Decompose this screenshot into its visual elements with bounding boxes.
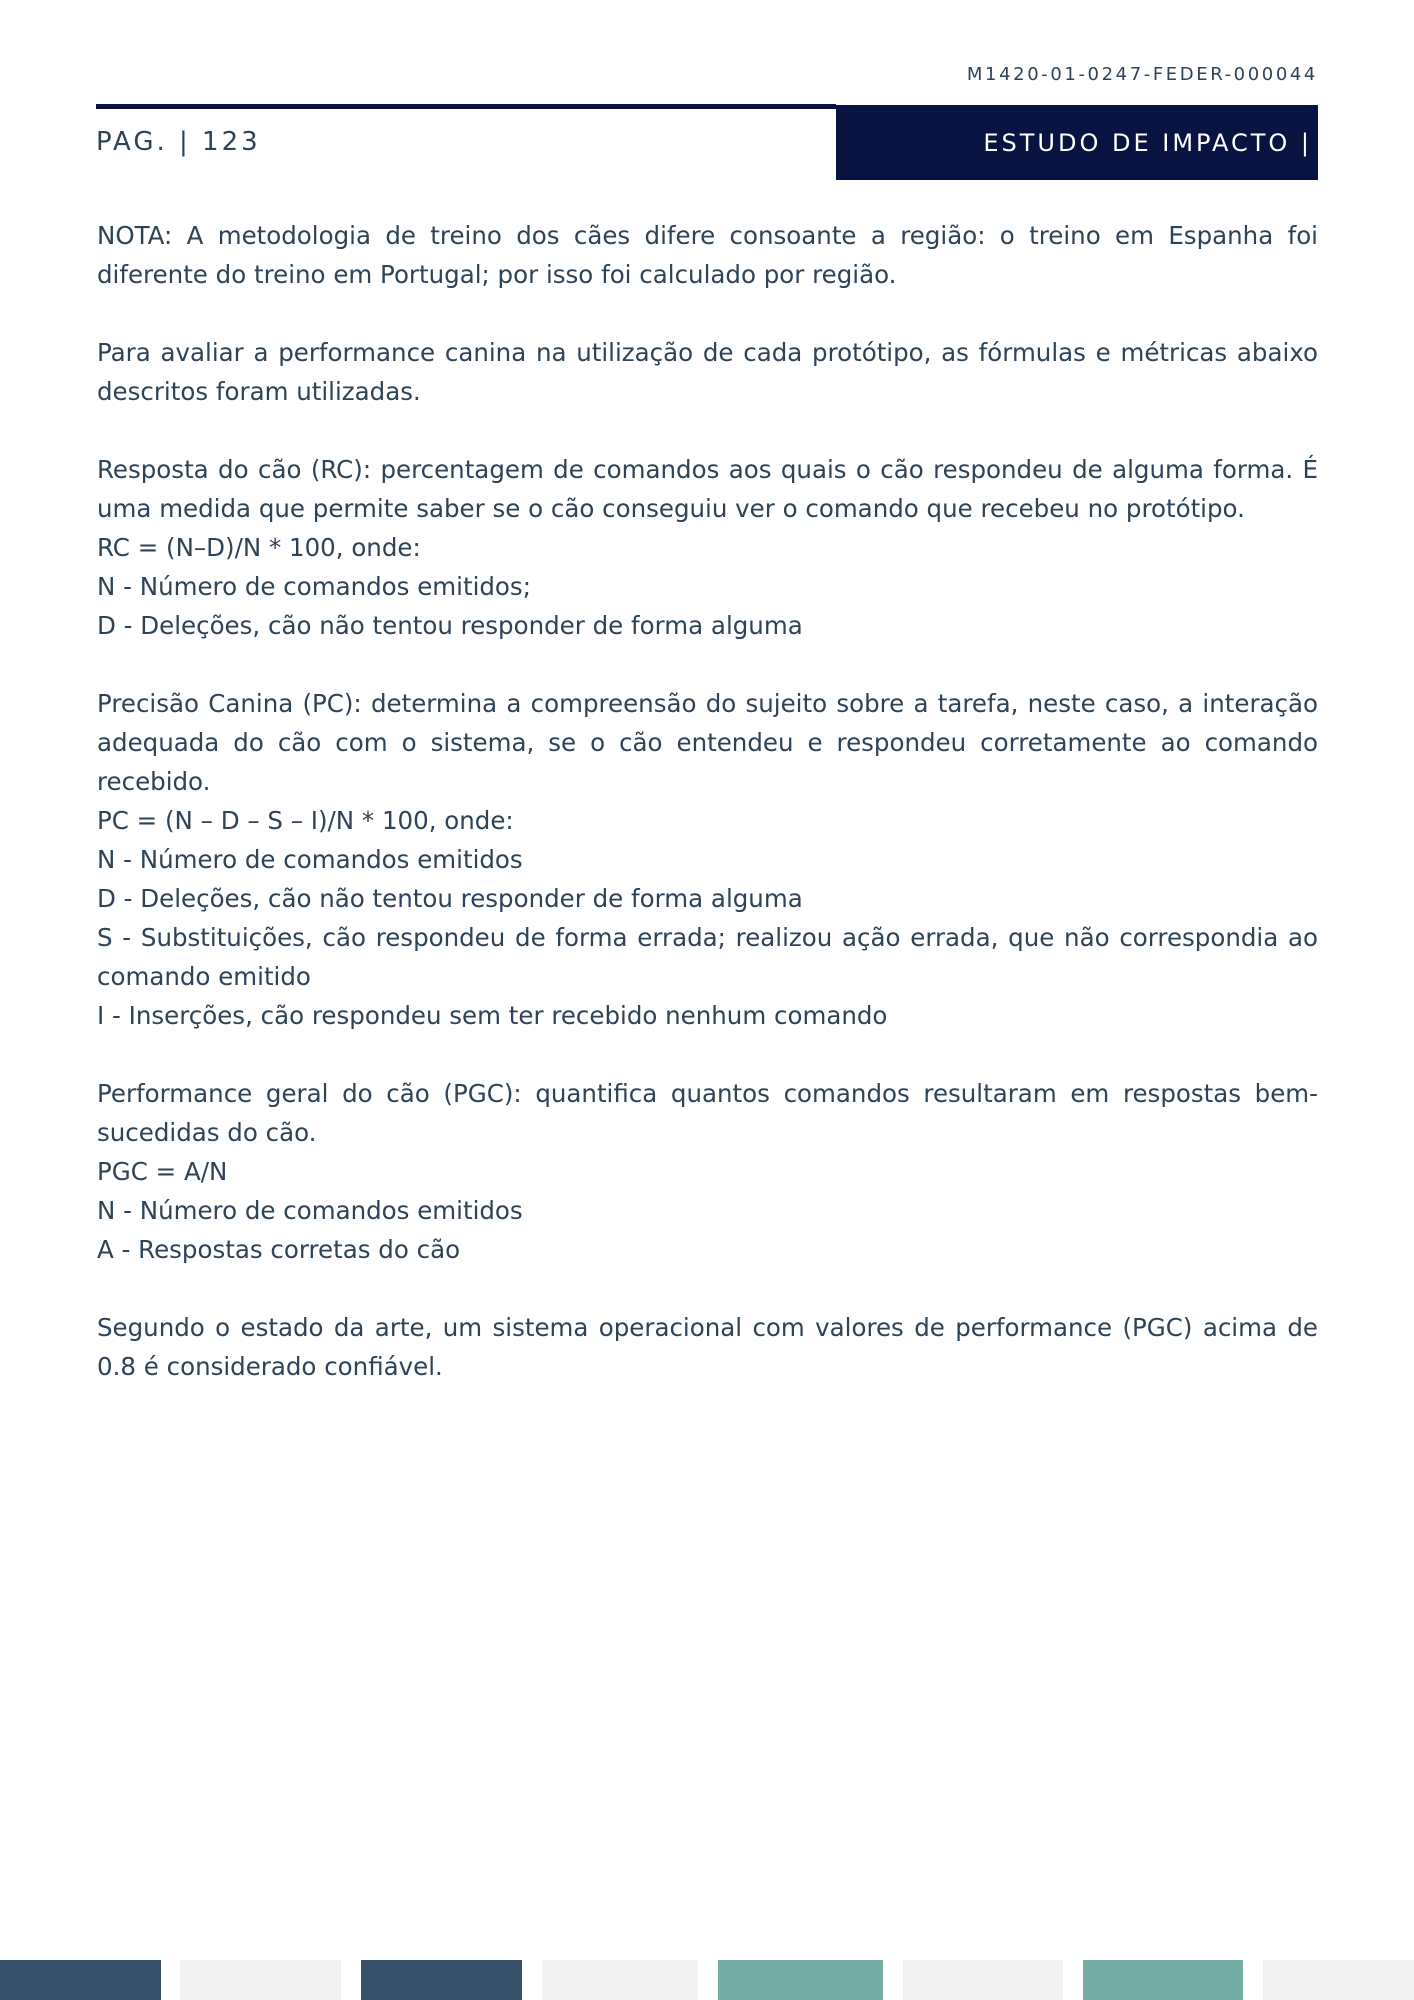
page-number: PAG. | 123 <box>96 127 261 157</box>
project-code: M1420-01-0247-FEDER-000044 <box>966 64 1318 85</box>
section-title: ESTUDO DE IMPACTO | <box>983 128 1312 157</box>
pgc-definition: Performance geral do cão (PGC): quantifica quantos comandos resultaram em respostas bem-sucedidas do cão. <box>97 1079 1318 1147</box>
footer-block-teal-1 <box>718 1960 883 2000</box>
footer-block-slate-2 <box>361 1960 522 2000</box>
header-rule <box>96 104 836 109</box>
rc-variable-n: N - Número de comandos emitidos; <box>97 572 531 601</box>
footer-block-gray-2 <box>542 1960 698 2000</box>
pc-variable-i: I - Inserções, cão respondeu sem ter recebido nenhum comando <box>97 1001 888 1030</box>
note-text: NOTA: A metodologia de treino dos cães difere consoante a região: o treino em Espanha foi diferente do treino em Portugal; por isso foi calculado por região. <box>97 221 1318 289</box>
intro-text: Para avaliar a performance canina na utilização de cada protótipo, as fórmulas e métricas abaixo descritos foram utilizadas. <box>97 338 1318 406</box>
section-title-box <box>836 105 1318 180</box>
pgc-variable-n: N - Número de comandos emitidos <box>97 1196 523 1225</box>
pc-variable-s: S - Substituições, cão respondeu de forma errada; realizou ação errada, que não correspondia ao comando emitido <box>97 923 1318 991</box>
conclusion-text: Segundo o estado da arte, um sistema operacional com valores de performance (PGC) acima de 0.8 é considerado confiável. <box>97 1313 1318 1381</box>
rc-section <box>97 450 1318 645</box>
intro-paragraph <box>97 333 1318 411</box>
conclusion-paragraph <box>97 1308 1318 1386</box>
pgc-section <box>97 1074 1318 1269</box>
rc-formula: RC = (N–D)/N * 100, onde: <box>97 533 421 562</box>
footer-block-teal-2 <box>1083 1960 1243 2000</box>
pc-formula: PC = (N – D – S – I)/N * 100, onde: <box>97 806 514 835</box>
footer-block-gray-1 <box>180 1960 341 2000</box>
pc-definition: Precisão Canina (PC): determina a compreensão do sujeito sobre a tarefa, neste caso, a interação adequada do cão com o sistema, se o cão entendeu e respondeu corretamente ao comando recebido. <box>97 689 1318 796</box>
pc-variable-n: N - Número de comandos emitidos <box>97 845 523 874</box>
pc-section <box>97 684 1318 1035</box>
rc-definition: Resposta do cão (RC): percentagem de comandos aos quais o cão respondeu de alguma forma. É uma medida que permite saber se o cão conseguiu ver o comando que recebeu no protótipo. <box>97 455 1318 523</box>
footer-block-slate-1 <box>0 1960 161 2000</box>
page-content <box>97 216 1318 1425</box>
pgc-formula: PGC = A/N <box>97 1157 228 1186</box>
footer-block-gray-4 <box>1263 1960 1414 2000</box>
pc-variable-d: D - Deleções, cão não tentou responder de forma alguma <box>97 884 803 913</box>
rc-variable-d: D - Deleções, cão não tentou responder de forma alguma <box>97 611 803 640</box>
pgc-variable-a: A - Respostas corretas do cão <box>97 1235 461 1264</box>
note-paragraph <box>97 216 1318 294</box>
footer-color-bar <box>0 1960 1414 2000</box>
footer-block-gray-3 <box>903 1960 1063 2000</box>
